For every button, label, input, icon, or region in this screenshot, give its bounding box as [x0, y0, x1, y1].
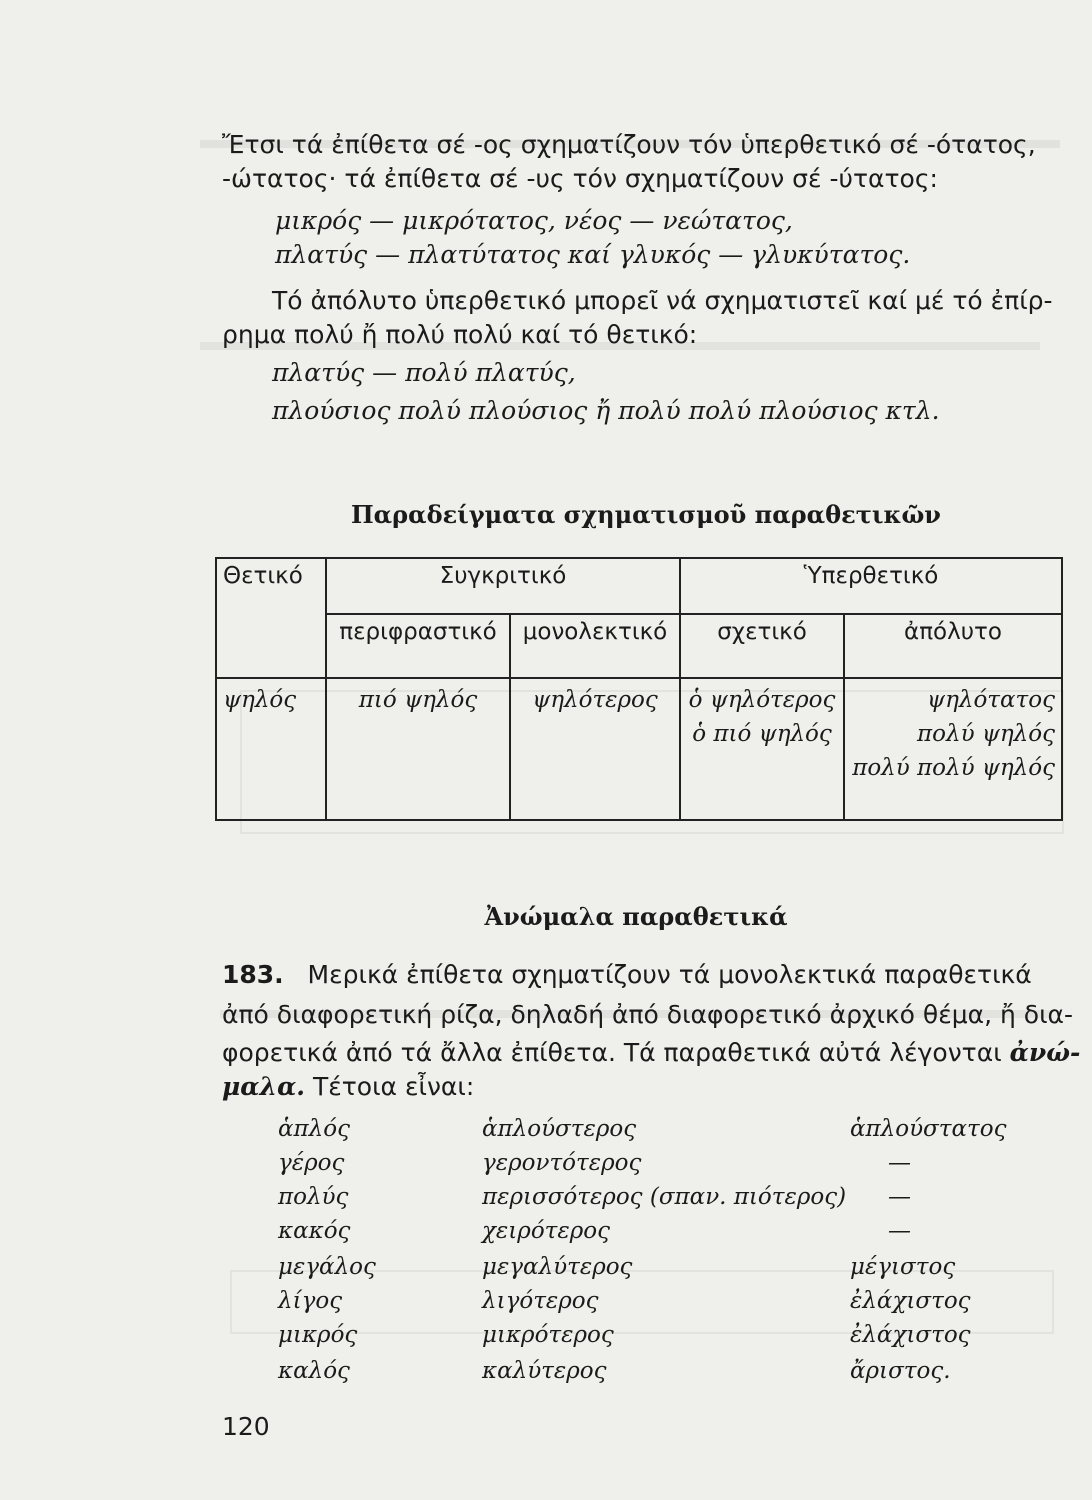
header-positive: Θετικό	[216, 558, 326, 678]
example-line-1: μικρός — μικρότατος, νέος — νεώτατος,	[275, 206, 793, 235]
intro-line-4: ρημα πολύ ἤ πολύ πολύ καί τό θετικό:	[222, 320, 698, 349]
para-183-text-1: Μερικά ἐπίθετα σχηματίζουν τά μονολεκτικά παραθετικά	[307, 960, 1032, 989]
list-item: γέρος γεροντότερος —	[278, 1150, 911, 1176]
header-comparative: Συγκριτικό	[326, 558, 680, 614]
cell-positive: ψηλός	[216, 678, 326, 820]
para-183-text-4: Τέτοια εἶναι:	[312, 1072, 475, 1101]
absolute-form-1: ψηλότατος	[927, 687, 1055, 713]
relative-form-1: ὁ ψηλότερος	[688, 687, 836, 713]
header-relative: σχετικό	[680, 614, 844, 678]
example-line-2: πλατύς — πλατύτατος καί γλυκός — γλυκύτατος.	[275, 240, 911, 269]
header-superlative: Ὑπερθετικό	[680, 558, 1062, 614]
list-item: λίγος λιγότερος ἐλάχιστος	[278, 1288, 971, 1314]
anomalous-heading: Ἀνώμαλα παραθετικά	[484, 902, 788, 931]
comparison-table	[215, 557, 1063, 821]
example-line-3: πλατύς — πολύ πλατύς,	[272, 358, 576, 387]
list-item: κακός χειρότερος —	[278, 1218, 911, 1244]
list-item: καλός καλύτερος ἄριστος.	[278, 1358, 951, 1384]
para-183-line-1	[222, 958, 1070, 992]
table-heading: Παραδείγματα σχηματισμοῦ παραθετικῶν	[351, 500, 941, 529]
list-item: μεγάλος μεγαλύτερος μέγιστος	[278, 1254, 956, 1280]
term-anomalous-1: ἀνώ-	[1009, 1038, 1081, 1067]
absolute-form-3: πολύ πολύ ψηλός	[852, 755, 1055, 781]
para-183-line-2: ἀπό διαφορετική ρίζα, δηλαδή ἀπό διαφορετικό ἀρχικό θέμα, ἤ δια-	[222, 1000, 1074, 1029]
intro-line-3: Τό ἀπόλυτο ὑπερθετικό μπορεῖ νά σχηματιστεῖ καί μέ τό ἐπίρ-	[272, 286, 1053, 315]
section-number: 183.	[222, 960, 284, 989]
list-item: μικρός μικρότερος ἐλάχιστος	[278, 1322, 971, 1348]
cell-absolute	[844, 678, 1062, 820]
header-absolute: ἀπόλυτο	[844, 614, 1062, 678]
term-anomalous-2: μαλα.	[222, 1072, 306, 1101]
header-periphrastic: περιφραστικό	[326, 614, 510, 678]
para-183-line-4	[222, 1070, 1070, 1104]
para-183-line-3	[222, 1036, 1081, 1070]
intro-line-1: Ἔτσι τά ἐπίθετα σέ -ος σχηματίζουν τόν ὑπερθετικό σέ -ότατος,	[222, 130, 1036, 159]
example-line-4: πλούσιος πολύ πλούσιος ἤ πολύ πολύ πλούσιος κτλ.	[272, 396, 940, 425]
cell-monolectic: ψηλότερος	[510, 678, 680, 820]
para-183-text-3: φορετικά ἀπό τά ἄλλα ἐπίθετα. Τά παραθετικά αὐτά λέγονται	[222, 1038, 1002, 1067]
cell-periphrastic: πιό ψηλός	[326, 678, 510, 820]
cell-relative	[680, 678, 844, 820]
page-number: 120	[222, 1412, 270, 1441]
intro-line-2: -ώτατος· τά ἐπίθετα σέ -υς τόν σχηματίζουν σέ -ύτατος:	[222, 164, 938, 193]
list-item: πολύς περισσότερος (σπαν. πιότερος) —	[278, 1184, 911, 1210]
relative-form-2: ὁ πιό ψηλός	[692, 721, 832, 747]
list-item: ἁπλός ἁπλούστερος ἁπλούστατος	[278, 1116, 1007, 1142]
header-monolectic: μονολεκτικό	[510, 614, 680, 678]
absolute-form-2: πολύ ψηλός	[917, 721, 1055, 747]
